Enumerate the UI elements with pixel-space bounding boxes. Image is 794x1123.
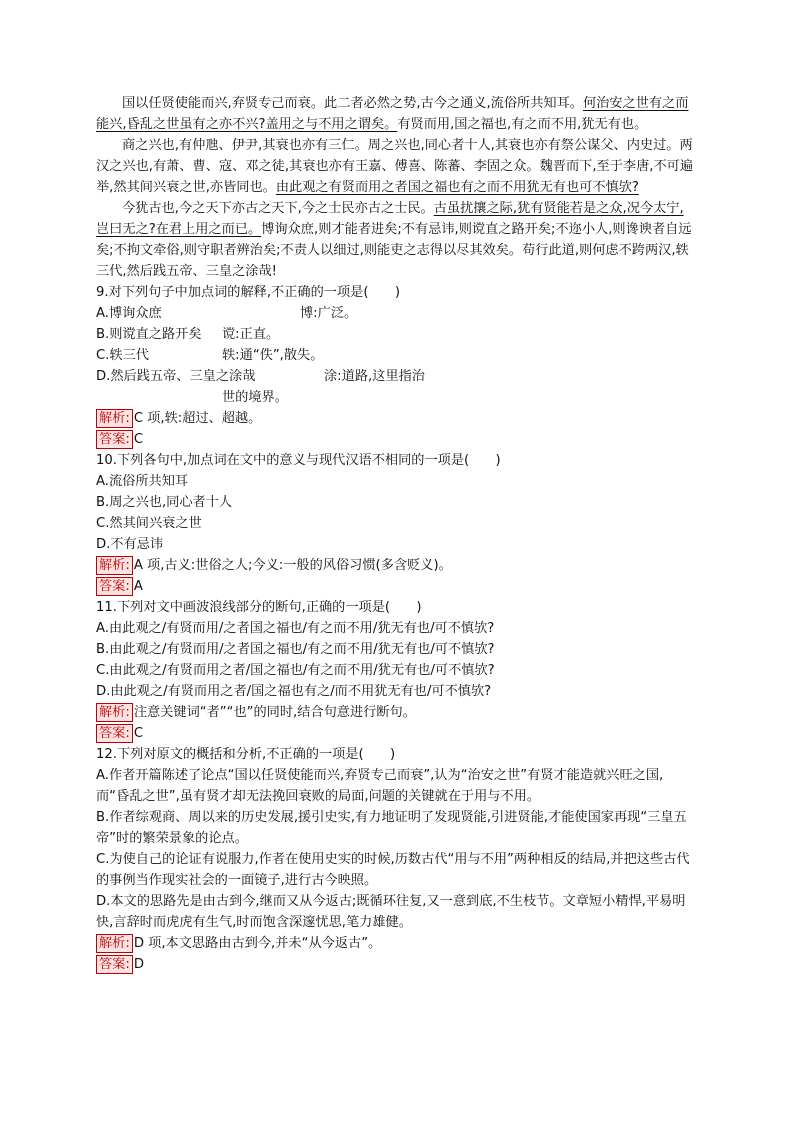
passage-text: 今犹古也,今之天下亦古之天下,今之士民亦古之士民。 [122, 201, 434, 216]
option-explanation: 涂:道路,这里指治 [324, 369, 425, 384]
option-text: C.轶三代 [96, 348, 149, 363]
question-10-option-c: C.然其间兴衰之世 [96, 516, 202, 531]
wavy-underlined-text: 何治安之世有之而能兴,昏乱之世虽有之亦不兴?盖用之与不用之谓矣。 [96, 96, 689, 132]
analysis-label: 解析: [96, 934, 133, 953]
analysis-label: 解析: [96, 703, 133, 722]
question-9-option-a [96, 303, 696, 324]
answer-text: C [133, 432, 144, 447]
option-text: A.博询众庶 [96, 306, 162, 321]
question-12-option-a: A.作者开篇陈述了论点“国以任贤使能而兴,弃贤专己而衰”,认为“治安之世”有贤才能造就兴旺之国,而“昏乱之世”,虽有贤才却无法挽回衰败的局面,问题的关键就在于用与不用。 [96, 768, 664, 804]
question-10-answer [96, 576, 696, 597]
passage-paragraph-2 [96, 135, 696, 198]
question-12-analysis [96, 933, 696, 954]
question-12-option-c: C.为使自己的论证有说服力,作者在使用史实的时候,历数古代“用与不用”两种相反的结局,并把这些古代的事例当作现实社会的一面镜子,进行古今映照。 [96, 852, 690, 888]
answer-label: 答案: [96, 955, 133, 974]
question-9-answer [96, 429, 696, 450]
question-9-option-d [96, 366, 696, 387]
document-content [96, 93, 696, 975]
question-9-stem: 9.对下列句子中加点词的解释,不正确的一项是( ) [96, 285, 400, 300]
analysis-text: 注意关键词“者”“也”的同时,结合句意进行断句。 [133, 705, 416, 720]
answer-label: 答案: [96, 430, 133, 449]
question-11-option-b: B.由此观之/有贤而用/之者国之福也/有之而不用/犹无有也/可不慎欤? [96, 642, 495, 657]
option-explanation: 轶:通“佚”,散失。 [222, 348, 324, 363]
wavy-underlined-text: 由此观之有贤而用之者国之福也有之而不用犹无有也可不慎欤? [275, 180, 639, 195]
question-12-answer [96, 954, 696, 975]
question-11-option-c: C.由此观之/有贤而用之者/国之福也/有之而不用/犹无有也/可不慎欤? [96, 663, 495, 678]
passage-text: 商之兴也,有仲虺、伊尹,其衰也亦有三仁。周之兴也,同心者十人,其衰也亦有祭公谋父、内史过。两汉之兴也,有萧、曹、寇、邓之徒,其衰也亦有王嘉、傅喜、陈蕃、李固之众。魏晋而下,至于李唐,不可遍举,然其间兴衰之世,亦皆同也。 [96, 138, 694, 195]
answer-text: A [133, 579, 143, 594]
question-10-stem: 10.下列各句中,加点词在文中的意义与现代汉语不相同的一项是( ) [96, 453, 501, 468]
question-11-stem: 11.下列对文中画波浪线部分的断句,正确的一项是( ) [96, 600, 422, 615]
question-10-option-b: B.周之兴也,同心者十人 [96, 495, 233, 510]
question-12-option-b: B.作者综观商、周以来的历史发展,援引史实,有力地证明了发现贤能,引进贤能,才能使国家再现“三皇五帝”时的繁荣景象的论点。 [96, 810, 687, 846]
question-10-analysis [96, 555, 696, 576]
analysis-text: C 项,轶:超过、超越。 [133, 411, 262, 426]
question-11-option-d: D.由此观之/有贤而用之者/国之福也有之/而不用犹无有也/可不慎欤? [96, 684, 492, 699]
answer-text: C [133, 726, 144, 741]
question-9-analysis [96, 408, 696, 429]
option-text: B.则谠直之路开矣 [96, 327, 202, 342]
question-11-answer [96, 723, 696, 744]
passage-paragraph-3 [96, 198, 696, 282]
option-explanation: 谠:正直。 [222, 327, 280, 342]
passage-paragraph-1 [96, 93, 696, 135]
question-9-option-c [96, 345, 696, 366]
analysis-text: A 项,古义:世俗之人;今义:一般的风俗习惯(多含贬义)。 [133, 558, 452, 573]
question-12-option-d: D.本文的思路先是由古到今,继而又从今返古;既循环往复,又一意到底,不生枝节。文章短小精悍,平易明快,言辞时而虎虎有生气,时而饱含深邃忧思,笔力雄健。 [96, 894, 686, 930]
wavy-underlined-text: 古虽扰攘之际,犹有贤能若是之众,况今太宁,岂曰无之?在君上用之而已。 [96, 201, 684, 237]
analysis-text: D 项,本文思路由古到今,并未“从今返古”。 [133, 936, 382, 951]
question-12-stem: 12.下列对原文的概括和分析,不正确的一项是( ) [96, 747, 396, 762]
answer-label: 答案: [96, 577, 133, 596]
question-9-option-b [96, 324, 696, 345]
question-9-option-d-continued: 世的境界。 [222, 390, 288, 405]
question-10-option-d: D.不有忌讳 [96, 537, 164, 552]
answer-label: 答案: [96, 724, 133, 743]
question-10-option-a: A.流俗所共知耳 [96, 474, 189, 489]
analysis-label: 解析: [96, 409, 133, 428]
question-11-analysis [96, 702, 696, 723]
answer-text: D [133, 957, 144, 972]
passage-text: 有贤而用,国之福也,有之而不用,犹无有也。 [397, 117, 648, 132]
option-text: D.然后践五帝、三皇之涂哉 [96, 369, 256, 384]
option-explanation: 博:广泛。 [300, 306, 358, 321]
analysis-label: 解析: [96, 556, 133, 575]
passage-text: 国以任贤使能而兴,弃贤专己而衰。此二者必然之势,古今之通义,流俗所共知耳。 [122, 96, 583, 111]
passage-text: 博询众庶,则才能者进矣;不有忌讳,则谠直之路开矣;不迩小人,则谗谀者自远矣;不拘文牵俗,则守职者辨治矣;不责人以细过,则能吏之志得以尽其效矣。苟行此道,则何虑不跨两汉,轶三代,然后践五帝、三皇之涂哉! [96, 222, 692, 279]
question-11-option-a: A.由此观之/有贤而用/之者国之福也/有之而不用/犹无有也/可不慎欤? [96, 621, 495, 636]
